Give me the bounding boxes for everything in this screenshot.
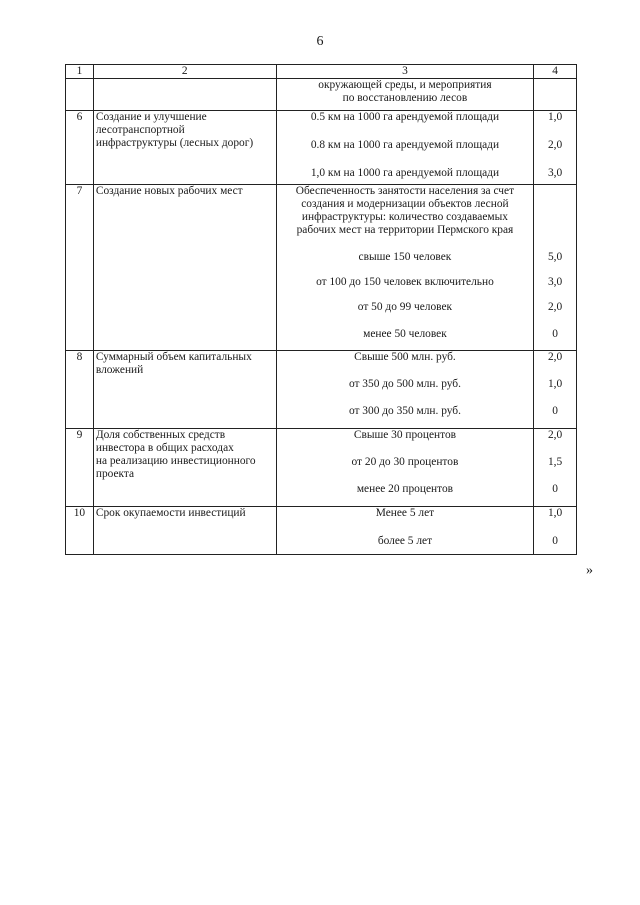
table-row <box>66 185 577 351</box>
criteria-table <box>65 64 577 555</box>
option-text: от 20 до 30 процентов <box>351 456 459 468</box>
page-number: 6 <box>316 34 324 49</box>
header-cell: 2 <box>93 65 276 79</box>
points-cell <box>534 79 577 111</box>
indicator-cell <box>276 351 534 429</box>
points-value: 1,0 <box>547 378 563 390</box>
criterion-cell <box>93 79 276 111</box>
points-value: 3,0 <box>547 276 563 288</box>
points-value: 0 <box>552 328 558 340</box>
criterion-text: лесотранспортной <box>95 124 185 136</box>
indicator-cell <box>276 185 534 351</box>
option-text: более 5 лет <box>377 535 433 547</box>
indicator-text: инфраструктуры: количество создаваемых <box>301 211 508 223</box>
table-row <box>66 507 577 555</box>
points-value: 2,0 <box>547 139 563 151</box>
closing-quote-mark: » <box>586 563 593 578</box>
table-header-row <box>66 65 577 79</box>
indicator-text: по восстановлению лесов <box>342 92 468 104</box>
option-text: 0.5 км на 1000 га арендуемой площади <box>310 111 500 123</box>
option-text: Свыше 500 млн. руб. <box>354 351 456 363</box>
criterion-text: Срок окупаемости инвестиций <box>95 507 246 519</box>
indicator-cell <box>276 429 534 507</box>
criterion-cell <box>93 111 276 185</box>
indicator-cell <box>276 507 534 555</box>
table-row <box>66 79 577 111</box>
criterion-text: Доля собственных средств <box>95 429 226 441</box>
points-value: 0 <box>552 535 558 547</box>
header-cell: 1 <box>66 65 94 79</box>
indicator-text: Обеспеченность занятости населения за счет <box>295 185 515 197</box>
criterion-text: инвестора в общих расходах <box>95 442 234 454</box>
option-text: 1,0 км на 1000 га арендуемой площади <box>310 167 500 179</box>
row-number <box>66 79 94 111</box>
criterion-cell <box>93 185 276 351</box>
option-text: от 50 до 99 человек <box>357 301 453 313</box>
points-value: 2,0 <box>547 429 563 441</box>
row-number: 8 <box>66 351 94 429</box>
criterion-text: Создание и улучшение <box>95 111 207 123</box>
table-row <box>66 429 577 507</box>
points-value: 2,0 <box>547 301 563 313</box>
table-row <box>66 111 577 185</box>
option-text: Свыше 30 процентов <box>353 429 457 441</box>
criterion-cell <box>93 351 276 429</box>
points-value: 5,0 <box>547 251 563 263</box>
criterion-text: Суммарный объем капитальных <box>95 351 252 363</box>
points-value: 0 <box>552 405 558 417</box>
points-value: 1,0 <box>547 507 563 519</box>
criterion-text: проекта <box>95 468 135 480</box>
option-text: от 300 до 350 млн. руб. <box>348 405 461 417</box>
criterion-text: вложений <box>95 364 144 376</box>
points-value: 1,0 <box>547 111 563 123</box>
criterion-text: на реализацию инвестиционного <box>95 455 256 467</box>
option-text: менее 20 процентов <box>356 483 454 495</box>
option-text: 0.8 км на 1000 га арендуемой площади <box>310 139 500 151</box>
indicator-text: окружающей среды, и мероприятия <box>318 79 492 91</box>
points-cell <box>534 351 577 429</box>
row-number: 6 <box>66 111 94 185</box>
option-text: от 350 до 500 млн. руб. <box>348 378 461 390</box>
option-text: менее 50 человек <box>363 328 447 340</box>
indicator-text: создания и модернизации объектов лесной <box>301 198 509 210</box>
row-number: 9 <box>66 429 94 507</box>
points-cell <box>534 429 577 507</box>
header-cell: 3 <box>276 65 534 79</box>
points-value: 1,5 <box>547 456 563 468</box>
criterion-cell <box>93 507 276 555</box>
indicator-cell <box>276 111 534 185</box>
header-cell: 4 <box>534 65 577 79</box>
option-text: свыше 150 человек <box>358 251 452 263</box>
option-text: Менее 5 лет <box>375 507 435 519</box>
indicator-cell <box>276 79 534 111</box>
option-text: от 100 до 150 человек включительно <box>316 276 494 288</box>
indicator-text: рабочих мест на территории Пермского края <box>296 224 514 236</box>
points-value: 0 <box>552 483 558 495</box>
criterion-text: Создание новых рабочих мест <box>95 185 243 197</box>
points-cell <box>534 185 577 351</box>
points-value: 2,0 <box>547 351 563 363</box>
criterion-cell <box>93 429 276 507</box>
points-value: 3,0 <box>547 167 563 179</box>
points-cell <box>534 111 577 185</box>
row-number: 10 <box>66 507 94 555</box>
points-cell <box>534 507 577 555</box>
table-row <box>66 351 577 429</box>
criterion-text: инфраструктуры (лесных дорог) <box>95 137 254 149</box>
row-number: 7 <box>66 185 94 351</box>
